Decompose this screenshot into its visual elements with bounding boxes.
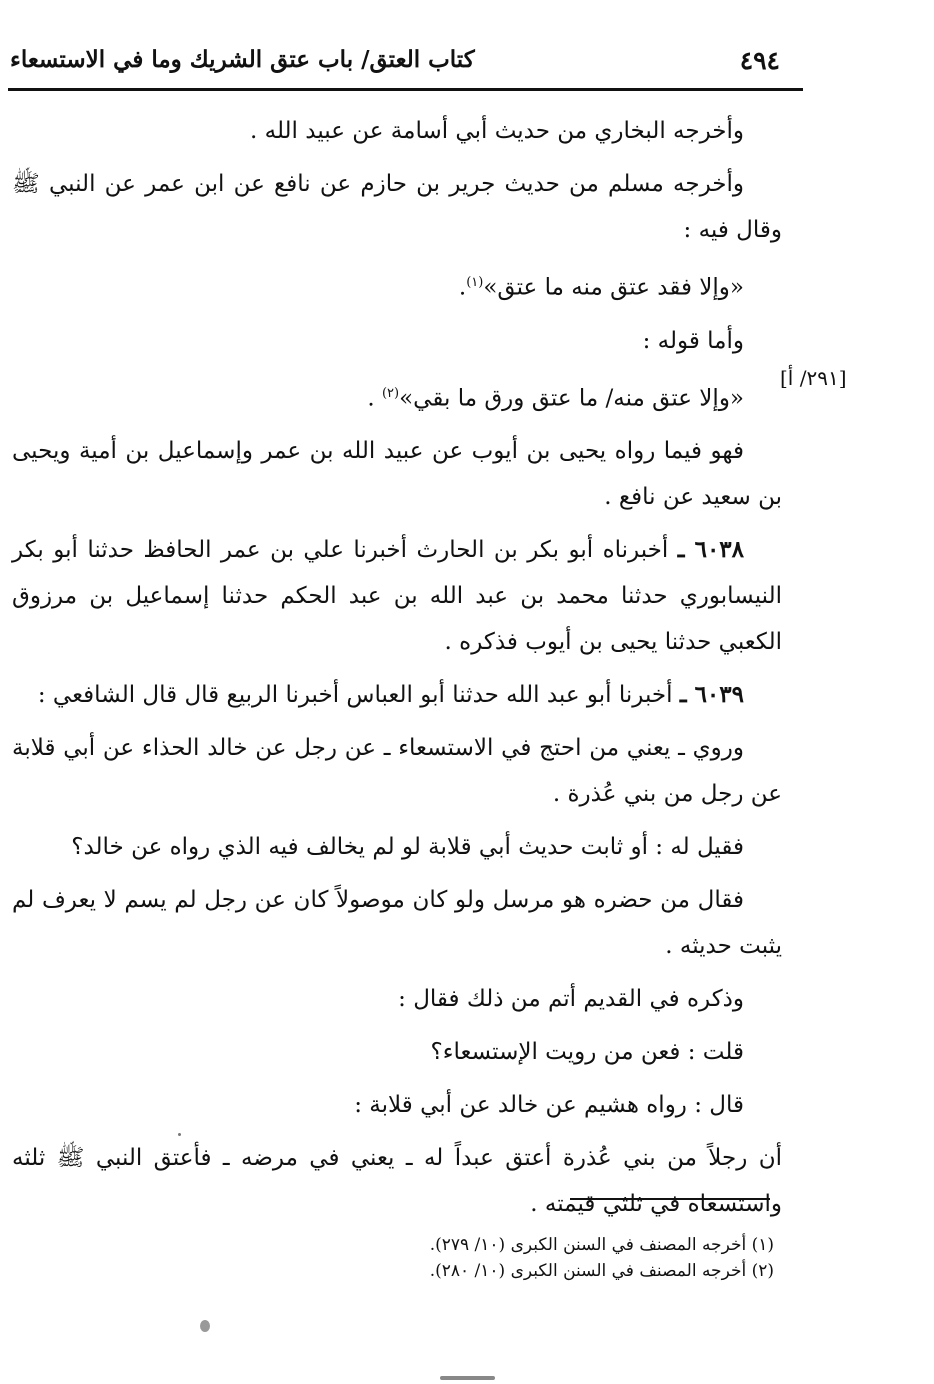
paragraph-text: وروي ـ يعني من احتج في الاستسعاء ـ عن رجل عن خالد الحذاء عن أبي قلابة عن رجل من بني عُذرة . — [12, 735, 782, 808]
hadith-number: ٦٠٣٩ ـ — [679, 681, 744, 709]
paragraph — [12, 527, 782, 665]
footnote-ref: (٢) — [381, 385, 400, 401]
paragraph-tail: . — [367, 385, 382, 412]
hadith-number: ٦٠٣٨ ـ — [677, 536, 745, 564]
paragraph — [12, 371, 782, 422]
scan-speck — [440, 1376, 495, 1380]
paragraph-text: أخبرناه أبو بكر بن الحارث أخبرنا علي بن عمر الحافظ حدثنا أبو بكر النيسابوري حدثنا محمد بن عبد الله بن عبد الحكم حدثنا إسماعيل بن مرزوق الكعبي حدثنا يحيى بن أيوب فذكره . — [12, 537, 782, 656]
footnote-ref: (١) — [466, 275, 484, 290]
manuscript-folio-note: [٢٩١/ أ] — [780, 366, 847, 390]
paragraph — [12, 824, 782, 870]
paragraph-text: وأخرجه البخاري من حديث أبي أسامة عن عبيد الله . — [249, 118, 744, 144]
paragraph-text: فقيل له : أو ثابت حديث أبي قلابة لو لم يخالف فيه الذي رواه عن خالد؟ — [71, 834, 744, 861]
paragraph — [12, 1082, 782, 1128]
paragraph-text: وأما قوله : — [642, 327, 744, 354]
header-rule — [8, 88, 803, 91]
paragraph-text: «وإلا عتق منه/ ما عتق ورق ما بقي» — [399, 385, 744, 412]
paragraph-text: قلت : فعن من رويت الإستسعاء؟ — [430, 1039, 744, 1066]
paragraph — [12, 318, 782, 364]
paragraph — [12, 976, 782, 1022]
paragraph-text: أخبرنا أبو عبد الله حدثنا أبو العباس أخبرنا الربيع قال قال الشافعي : — [37, 682, 680, 709]
page-number: ٤٩٤ — [739, 46, 780, 75]
paragraph-text: فهو فيما رواه يحيى بن أيوب عن عبيد الله بن عمر وإسماعيل بن أمية ويحيى بن سعيد عن نافع . — [12, 438, 782, 511]
scan-speck — [200, 1320, 210, 1332]
paragraph-text: «وإلا فقد عتق منه ما عتق» — [483, 274, 744, 301]
paragraph — [12, 1135, 782, 1227]
paragraph — [12, 161, 782, 253]
footnote-separator — [570, 1198, 770, 1200]
paragraph — [12, 260, 782, 311]
paragraph-text: فقال من حضره هو مرسل ولو كان موصولاً كان عن رجل لم يسم لا يعرف لم يثبت حديثه . — [12, 887, 782, 960]
running-title: كتاب العتق/ باب عتق الشريك وما في الاستسعاء — [10, 46, 475, 73]
body-text — [12, 108, 782, 1234]
paragraph — [12, 1029, 782, 1075]
paragraph — [12, 672, 782, 718]
paragraph — [12, 428, 782, 520]
paragraph-text: قال : رواه هشيم عن خالد عن أبي قلابة : — [354, 1092, 744, 1119]
page-header — [0, 40, 800, 90]
paragraph — [12, 725, 782, 817]
paragraph-text: وذكره في القديم أتم من ذلك فقال : — [398, 986, 744, 1013]
paragraph-text: وأخرجه مسلم من حديث جرير بن حازم عن نافع عن ابن عمر عن النبي ﷺ وقال فيه : — [12, 171, 782, 243]
paragraph — [12, 877, 782, 969]
footnotes — [430, 1232, 774, 1284]
scan-speck — [178, 1133, 181, 1136]
footnote: (٢) أخرجه المصنف في السنن الكبرى (١٠/ ٢٨٠). — [429, 1261, 774, 1281]
paragraph-tail: . — [458, 274, 467, 301]
paragraph — [12, 108, 782, 154]
footnote: (١) أخرجه المصنف في السنن الكبرى (١٠/ ٢٧٩). — [429, 1235, 774, 1255]
paragraph-text: أن رجلاً من بني عُذرة أعتق عبداً له ـ يعني في مرضه ـ فأعتق النبي ﷺ ثلثه واستسعاه في ثلثي قيمته . — [12, 1145, 782, 1218]
